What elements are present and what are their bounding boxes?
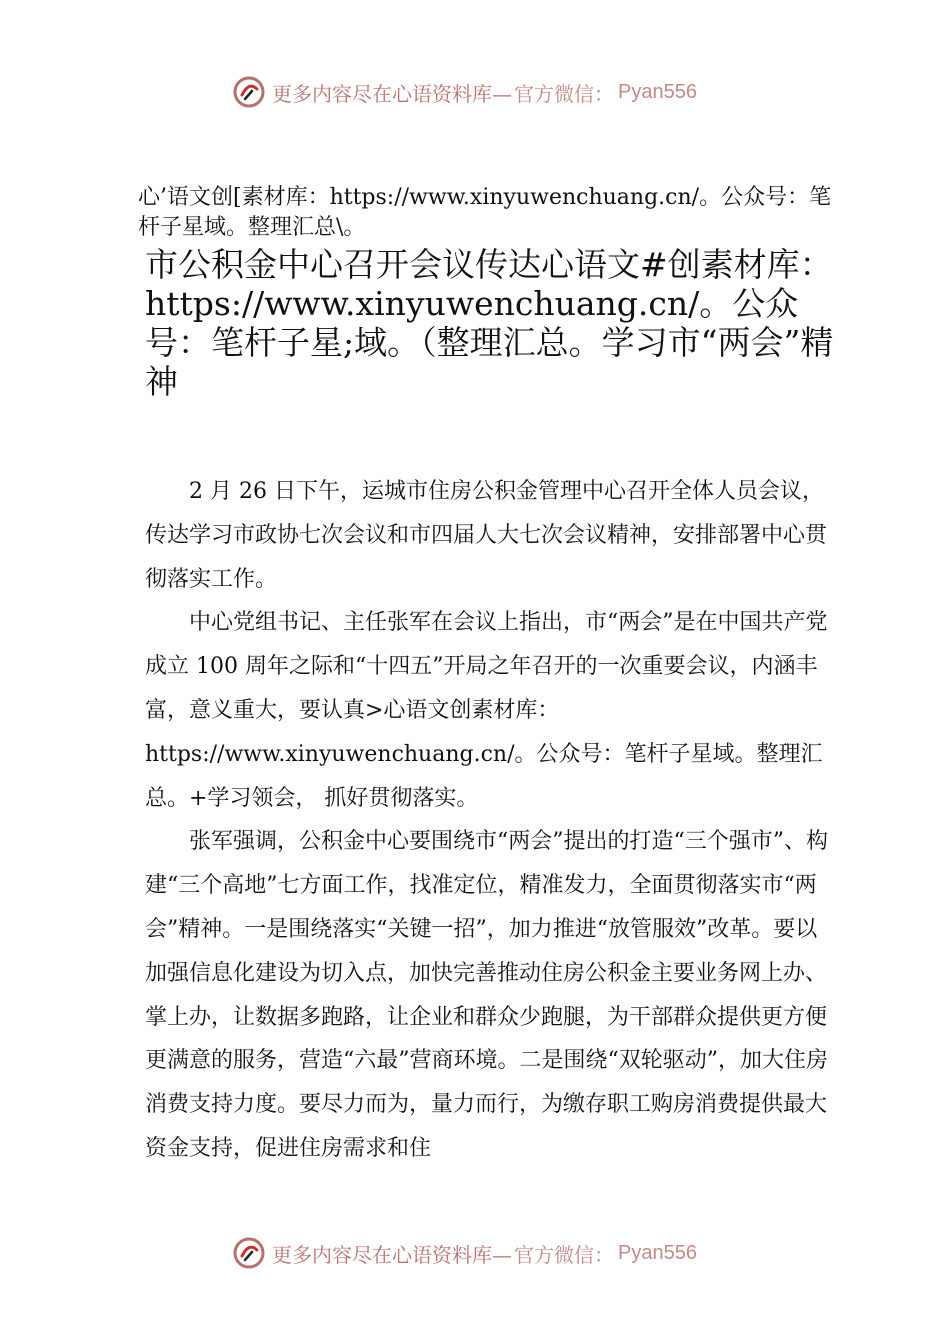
brand-logo-icon	[232, 1236, 266, 1270]
header-banner	[232, 72, 752, 112]
banner-wechat-id: Pyan556	[618, 1241, 697, 1264]
banner-wechat-label: 官方微信：	[514, 81, 614, 106]
brand-logo-icon	[232, 75, 266, 109]
footer-banner	[232, 1233, 752, 1273]
paragraph-2: 中心党组书记、主任张军在会议上指出，市“两会”是在中国共产党成立 100 周年之际和“十四五”开局之年召开的一次重要会议，内涵丰富，意义重大，要认真>心语文创素材库：https://www.xinyuwenchuang.cn/。公众号：笔杆子星域。整理汇总。+学习领会， 抓好贯彻落实。	[145, 610, 828, 811]
document-body	[145, 470, 835, 1171]
banner-wechat-id: Pyan556	[618, 80, 697, 103]
document-title: 市公积金中心召开会议传达心语文#创素材库：https://www.xinyuwenchuang.cn/。公众号：笔杆子星;域。（整理汇总。学习市“两会”精神	[145, 245, 834, 401]
paragraph-3: 张军强调，公积金中心要围绕市“两会”提出的打造“三个强市”、构建“三个高地”七方面工作，找准定位，精准发力，全面贯彻落实市“两会”精神。一是围绕落实“关键一招”，加力推进“放管服效”改革。要以加强信息化建设为切入点，加快完善推动住房公积金主要业务网上办、掌上办，让数据多跑路，让企业和群众少跑腿，为干部群众提供更方便更满意的服务，营造“六最”营商环境。二是围绕“双轮驱动”，加大住房消费支持力度。要尽力而为，量力而行，为缴存职工购房消费提供最大资金支持，促进住房需求和住	[145, 829, 828, 1161]
banner-text: 更多内容尽在心语资料库—	[272, 1242, 512, 1267]
header-note: 心’语文创[素材库：https://www.xinyuwenchuang.cn/。公众号：笔杆子星域。整理汇总\。	[138, 185, 832, 240]
paragraph-1: 2 月 26 日下午，运城市住房公积金管理中心召开全体人员会议，传达学习市政协七次会议和市四届人大七次会议精神，安排部署中心贯彻落实工作。	[145, 479, 828, 592]
banner-text: 更多内容尽在心语资料库—	[272, 81, 512, 106]
banner-wechat-label: 官方微信：	[514, 1242, 614, 1267]
